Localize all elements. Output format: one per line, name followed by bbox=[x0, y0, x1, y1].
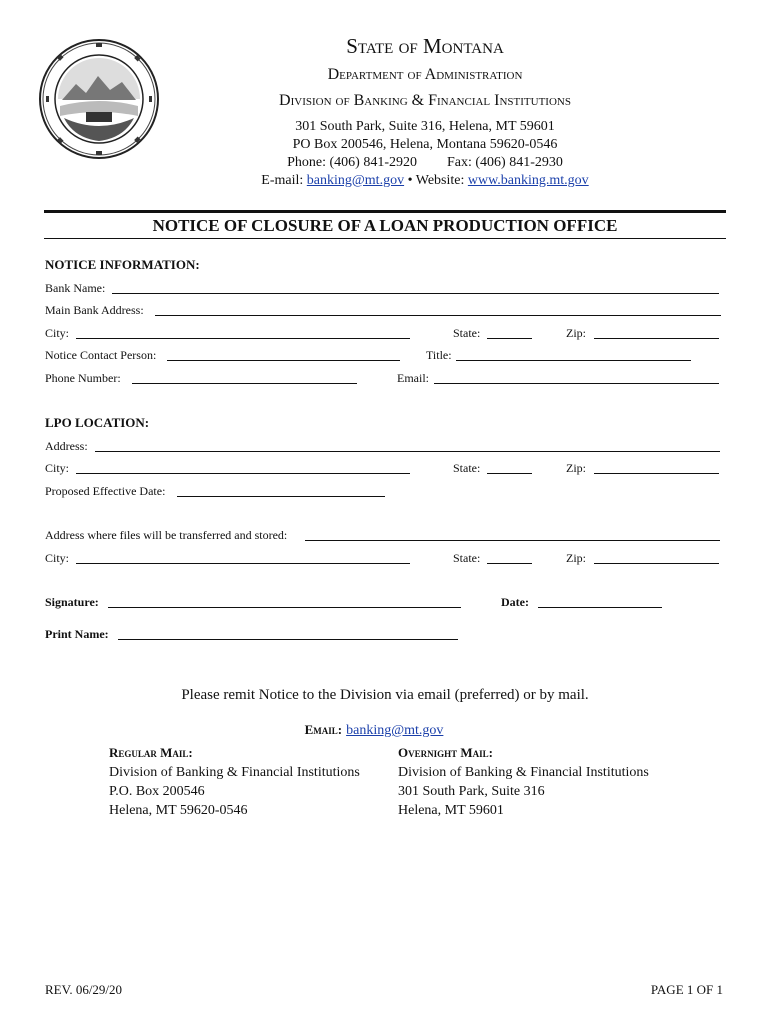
title-field[interactable] bbox=[456, 360, 691, 361]
lpo-location-heading: LPO LOCATION: bbox=[45, 415, 150, 430]
state-label: State: bbox=[453, 326, 481, 340]
contact-person-label: Notice Contact Person: bbox=[45, 348, 157, 362]
regular-mail-line1: Division of Banking & Financial Institutions bbox=[109, 765, 360, 780]
overnight-mail-line1: Division of Banking & Financial Institutions bbox=[398, 765, 649, 780]
header-address1: 301 South Park, Suite 316, Helena, MT 59601 bbox=[295, 119, 555, 134]
lpo-address-label: Address: bbox=[45, 439, 88, 453]
notice-info-heading: NOTICE INFORMATION: bbox=[45, 257, 200, 272]
files-city-field[interactable] bbox=[76, 563, 410, 564]
files-state-label: State: bbox=[453, 551, 481, 565]
lpo-state-label: State: bbox=[453, 461, 481, 475]
files-zip-label: Zip: bbox=[566, 551, 586, 565]
regular-mail-heading: Regular Mail: bbox=[109, 745, 193, 760]
header-email-label: E-mail: bbox=[261, 173, 304, 188]
zip-label: Zip: bbox=[566, 326, 586, 340]
effective-date-label: Proposed Effective Date: bbox=[45, 484, 166, 498]
overnight-mail-line3: Helena, MT 59601 bbox=[398, 803, 504, 818]
phone-number-field[interactable] bbox=[132, 383, 357, 384]
header-website-link[interactable]: www.banking.mt.gov bbox=[467, 173, 589, 188]
main-bank-address-field[interactable] bbox=[155, 315, 721, 316]
zip-field[interactable] bbox=[594, 338, 719, 339]
files-address-field[interactable] bbox=[305, 540, 720, 541]
header-address2: PO Box 200546, Helena, Montana 59620-0546 bbox=[292, 137, 558, 152]
remit-email-link[interactable]: banking@mt.gov bbox=[346, 723, 444, 738]
bank-name-label: Bank Name: bbox=[45, 281, 106, 295]
header-phone: Phone: (406) 841-2920 bbox=[287, 155, 417, 170]
form-title: NOTICE OF CLOSURE OF A LOAN PRODUCTION OFFICE bbox=[152, 216, 618, 235]
regular-mail-line3: Helena, MT 59620-0546 bbox=[109, 803, 248, 818]
main-bank-address-label: Main Bank Address: bbox=[45, 303, 144, 317]
lpo-zip-label: Zip: bbox=[566, 461, 586, 475]
files-zip-field[interactable] bbox=[594, 563, 719, 564]
header-fax: Fax: (406) 841-2930 bbox=[447, 155, 563, 170]
lpo-city-label: City: bbox=[45, 461, 70, 475]
header-division: Division of Banking & Financial Institutions bbox=[279, 92, 571, 109]
remit-email-label: Email: bbox=[304, 722, 343, 737]
revision-date: REV. 06/29/20 bbox=[45, 982, 123, 997]
remit-email-line bbox=[0, 721, 748, 739]
title-bottom-rule bbox=[44, 238, 726, 239]
files-state-field[interactable] bbox=[487, 563, 532, 564]
page-number: PAGE 1 OF 1 bbox=[650, 982, 723, 997]
state-field[interactable] bbox=[487, 338, 532, 339]
regular-mail-line2: P.O. Box 200546 bbox=[109, 784, 205, 799]
contact-person-field[interactable] bbox=[167, 360, 400, 361]
print-name-field[interactable] bbox=[118, 639, 458, 640]
header-website-label: • Website: bbox=[407, 173, 465, 188]
print-name-label: Print Name: bbox=[45, 627, 109, 641]
city-label: City: bbox=[45, 326, 70, 340]
title-top-rule bbox=[44, 210, 726, 213]
date-field[interactable] bbox=[538, 607, 662, 608]
title-label: Title: bbox=[426, 348, 452, 362]
files-address-label: Address where files will be transferred and stored: bbox=[45, 528, 288, 542]
remit-instructions: Please remit Notice to the Division via email (preferred) or by mail. bbox=[181, 687, 589, 703]
effective-date-field[interactable] bbox=[177, 496, 385, 497]
overnight-mail-heading: Overnight Mail: bbox=[398, 745, 493, 760]
overnight-mail-line2: 301 South Park, Suite 316 bbox=[398, 784, 545, 799]
phone-number-label: Phone Number: bbox=[45, 371, 121, 385]
date-label: Date: bbox=[501, 595, 529, 609]
header-contact bbox=[0, 173, 770, 189]
city-field[interactable] bbox=[76, 338, 410, 339]
header-department: Department of Administration bbox=[327, 66, 523, 83]
email-label: Email: bbox=[397, 371, 429, 385]
lpo-state-field[interactable] bbox=[487, 473, 532, 474]
lpo-address-field[interactable] bbox=[95, 451, 720, 452]
signature-label: Signature: bbox=[45, 595, 99, 609]
bank-name-field[interactable] bbox=[112, 293, 719, 294]
header-phone-fax bbox=[0, 155, 770, 171]
lpo-city-field[interactable] bbox=[76, 473, 410, 474]
signature-field[interactable] bbox=[108, 607, 461, 608]
header-email-link[interactable]: banking@mt.gov bbox=[306, 173, 405, 188]
header-state: State of Montana bbox=[346, 34, 504, 58]
lpo-zip-field[interactable] bbox=[594, 473, 719, 474]
email-field[interactable] bbox=[434, 383, 719, 384]
files-city-label: City: bbox=[45, 551, 70, 565]
